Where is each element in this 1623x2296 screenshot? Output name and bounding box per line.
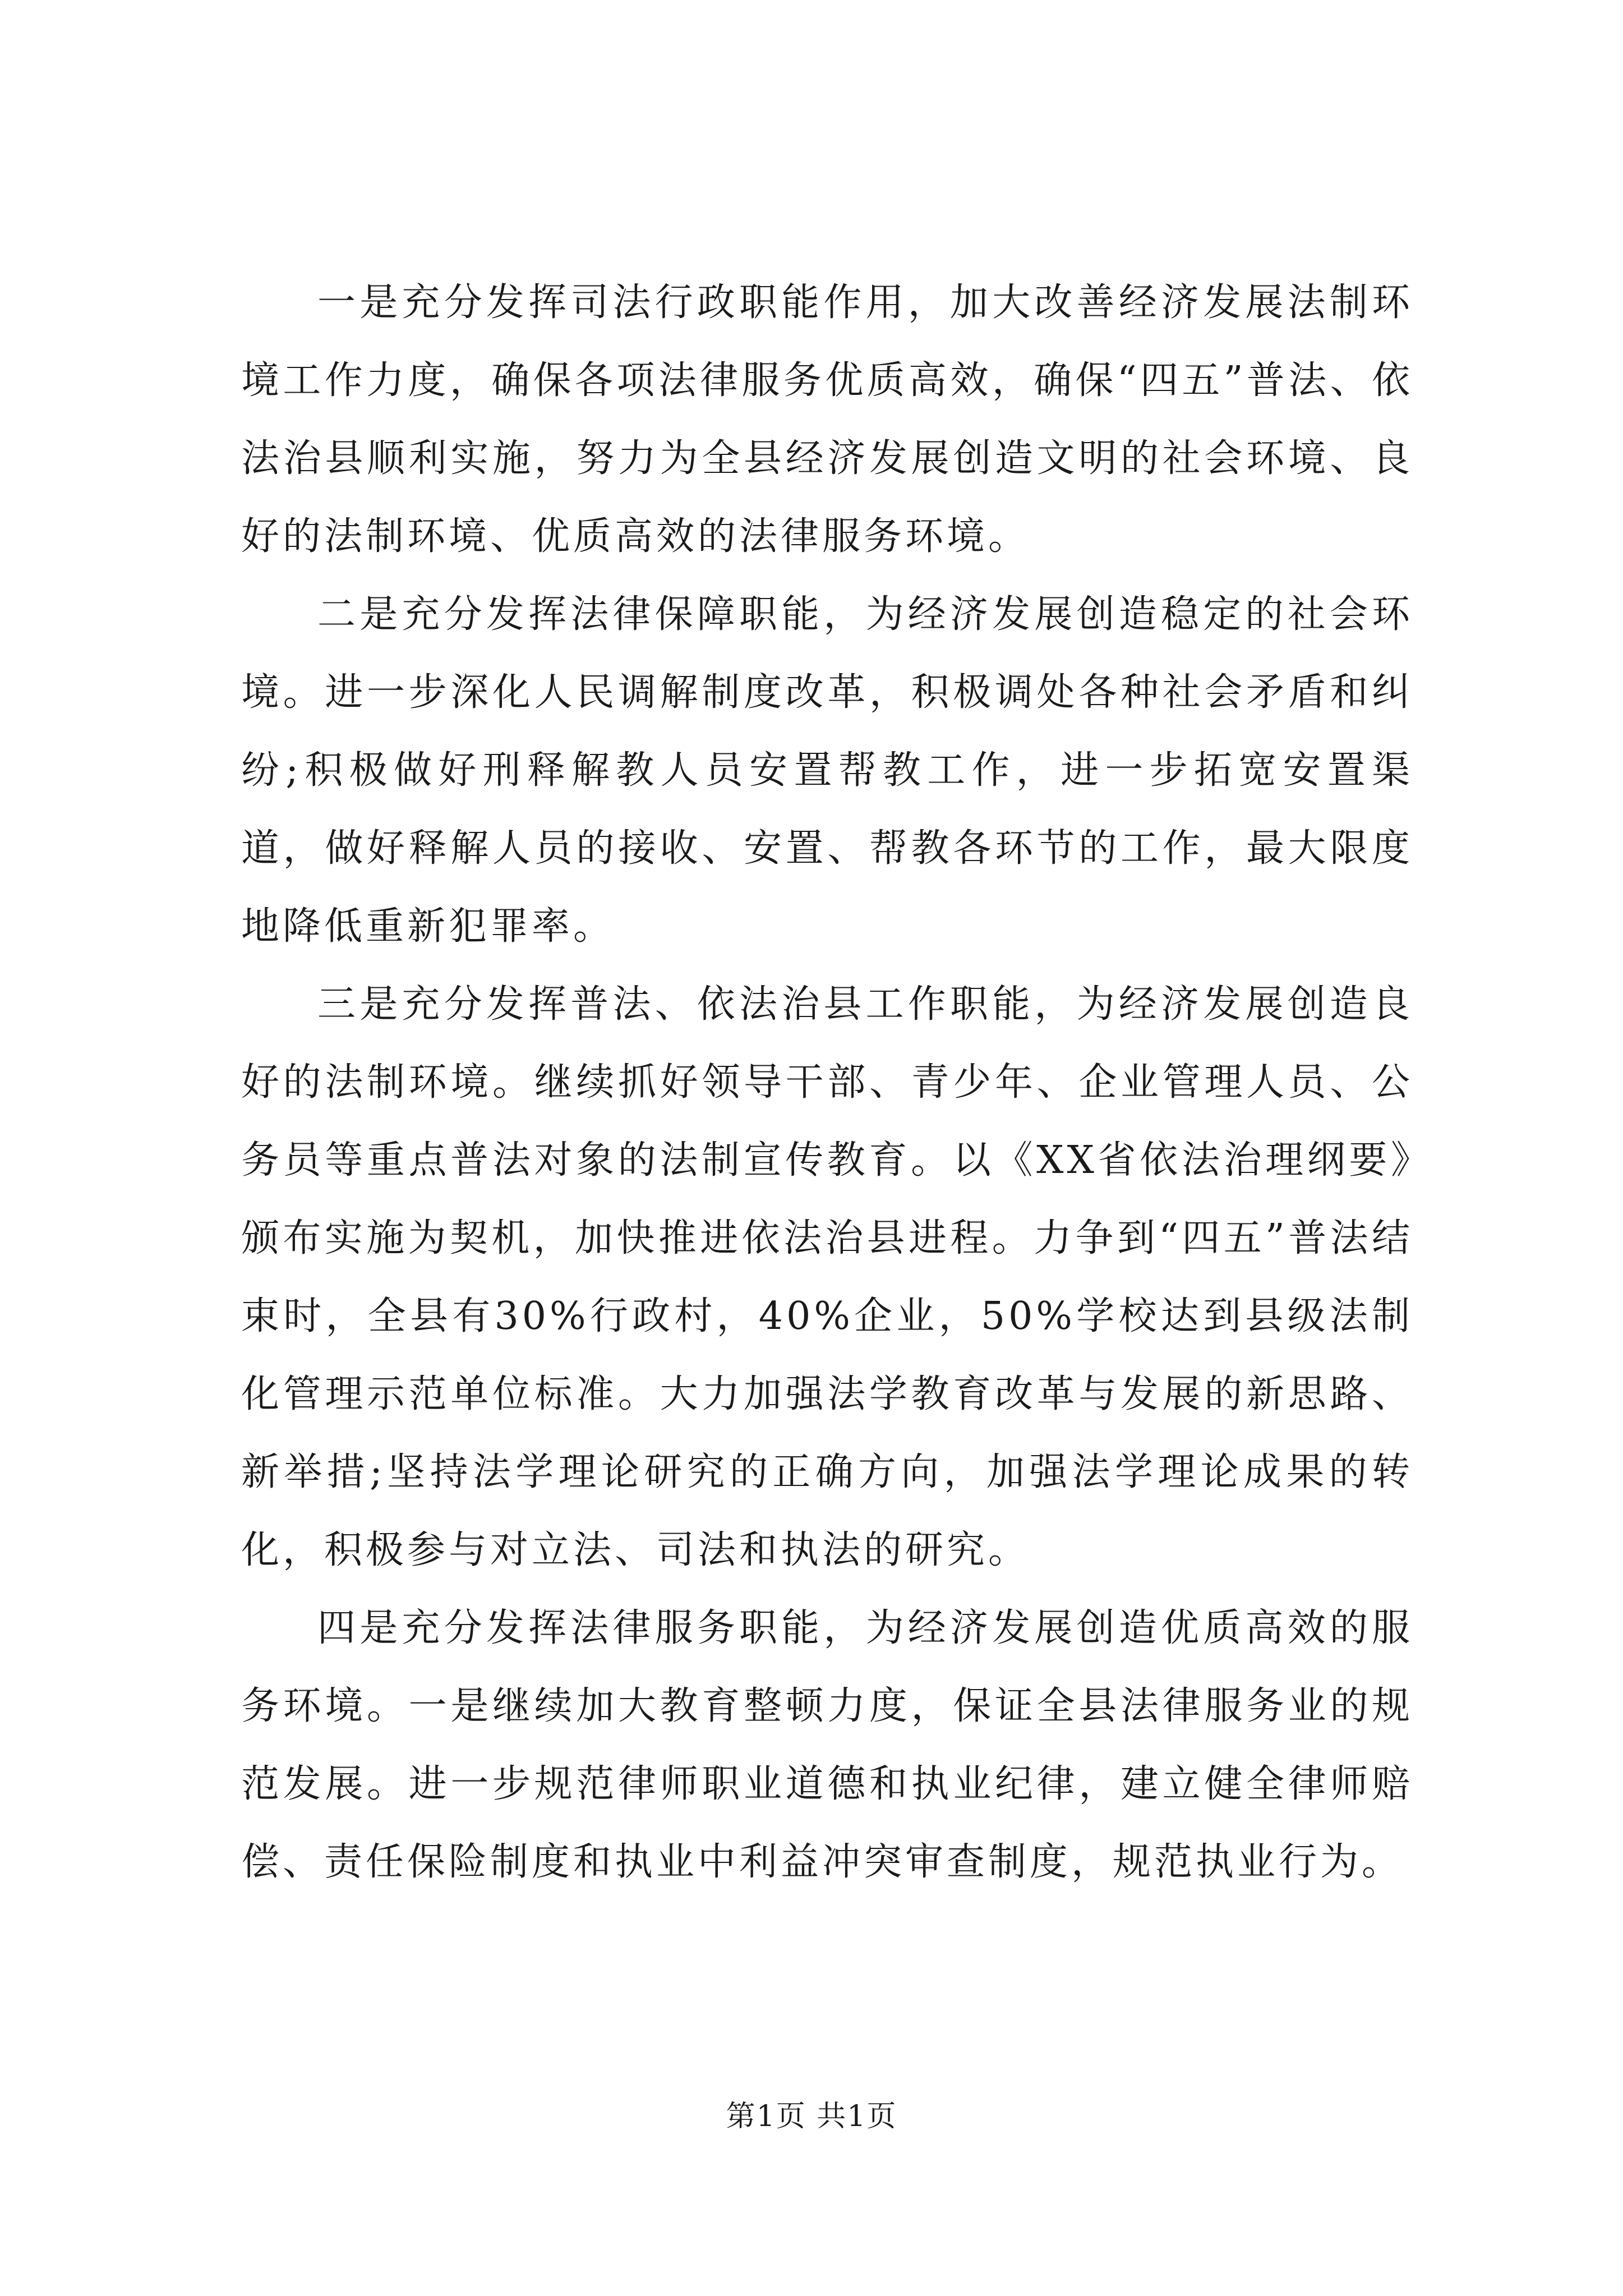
paragraph-1: 一是充分发挥司法行政职能作用，加大改善经济发展法制环境工作力度，确保各项法律服务优质高效，确保“四五”普法、依法治县顺利实施，努力为全县经济发展创造文明的社会环境、良好的法制环境、优质高效的法律服务环境。 [241, 280, 1413, 559]
paragraph-2: 二是充分发挥法律保障职能，为经济发展创造稳定的社会环境。进一步深化人民调解制度改革，积极调处各种社会矛盾和纠纷;积极做好刑释解教人员安置帮教工作，进一步拓宽安置渠道，做好释解人员的接收、安置、帮教各环节的工作，最大限度地降低重新犯罪率。 [241, 592, 1413, 949]
document-body [241, 264, 1413, 1901]
paragraph-3: 三是充分发挥普法、依法治县工作职能，为经济发展创造良好的法制环境。继续抓好领导干部、青少年、企业管理人员、公务员等重点普法对象的法制宣传教育。以《XX省依法治理纲要》颁布实施为契机，加快推进依法治县进程。力争到“四五”普法结束时，全县有30%行政村，40%企业，50%学校达到县级法制化管理示范单位标准。大力加强法学教育改革与发展的新思路、新举措;坚持法学理论研究的正确方向，加强法学理论成果的转化，积极参与对立法、司法和执法的研究。 [241, 982, 1413, 1572]
paragraph-4: 四是充分发挥法律服务职能，为经济发展创造优质高效的服务环境。一是继续加大教育整顿力度，保证全县法律服务业的规范发展。进一步规范律师职业道德和执业纪律，建立健全律师赔偿、责任保险制度和执业中利益冲突审查制度，规范执业行为。 [241, 1606, 1413, 1884]
page-number-footer: 第1页 共1页 [726, 2100, 897, 2133]
